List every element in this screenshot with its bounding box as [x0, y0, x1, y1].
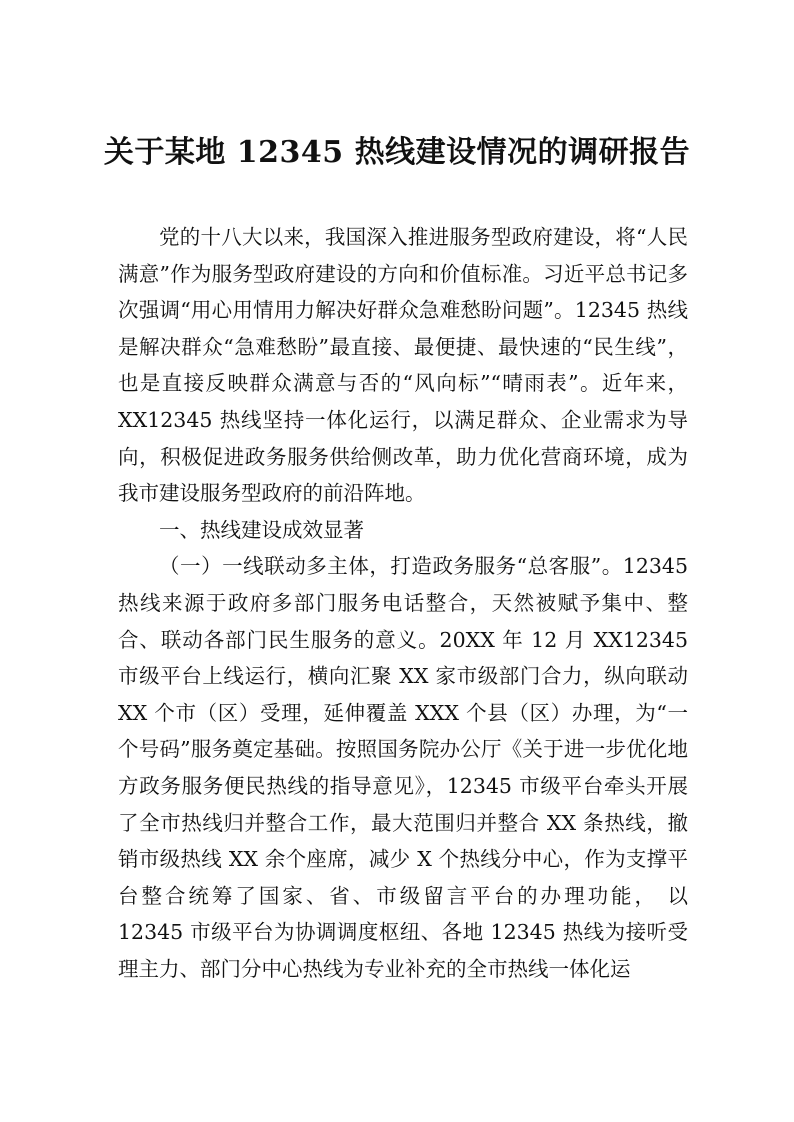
- section-heading-1: 一、热线建设成效显著: [159, 517, 364, 542]
- document-body: [118, 219, 688, 987]
- paragraph-section-1-1: （一）一线联动多主体，打造政务服务“总客服”。12345 热线来源于政府多部门服务电话整合，天然被赋予集中、整合、联动各部门民生服务的意义。20XX 年 12 月 XX12345 市级平台上线运行，横向汇聚 XX 家市级部门合力，纵向联动 XX 个市（区）受理，延伸覆盖 XXX 个县（区）办理，为“一个号码”服务奠定基础。按照国务院办公厅《关于进一步优化地方政务服务便民热线的指导意见》，12345 市级平台牵头开展了全市热线归并整合工作，最大范围归并整合 XX 条热线，撤销市级热线 XX 余个座席，减少 X 个热线分中心，作为支撑平台整合统筹了国家、省、市级留言平台的办理功能， 以 12345 市级平台为协调调度枢纽、各地 12345 热线为接听受理主力、部门分中心热线为专业补充的全市热线一体化运: [118, 554, 688, 981]
- paragraph-intro: 党的十八大以来，我国深入推进服务型政府建设，将“人民满意”作为服务型政府建设的方向和价值标准。习近平总书记多次强调“用心用情用力解决好群众急难愁盼问题”。12345 热线是解决群众“急难愁盼”最直接、最便捷、最快速的“民生线”，也是直接反映群众满意与否的“风向标”“晴雨表”。近年来，XX12345 热线坚持一体化运行，以满足群众、企业需求为导向，积极促进政务服务供给侧改革，助力优化营商环境，成为我市建设服务型政府的前沿阵地。: [118, 225, 688, 506]
- document-title: 关于某地 12345 热线建设情况的调研报告: [103, 135, 691, 170]
